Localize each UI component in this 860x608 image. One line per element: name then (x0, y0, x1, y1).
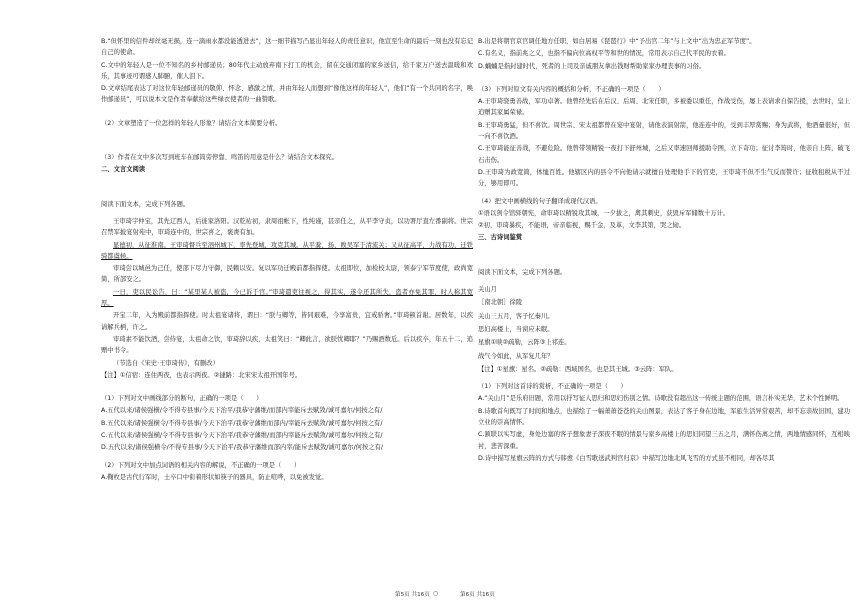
reading-intro: 阅读下面文本，完成下列各题。 (101, 200, 190, 208)
question-3-option-a: A.王审琦骁勇善战，军功卓著。他曾经先后在后汉、后周、北宋任职，多被委以重任，作战受伤，屡上表请求自保告援，去世时，皇上追赠其家属荣禄。 (478, 98, 850, 117)
passage-paragraph-3: 开宝二年，入为殿前都指挥使。时太祖宴诸将，谓曰：“朕与卿等，皆同艰难，今享富贵，宜戒骄奢。”审琦顿首谢。居数年，以疾请解兵柄，许之。 (101, 312, 473, 331)
question-3-option-d: D.王审琦为政宽简，体恤百姓。他辖区内的县令不向他请示就擅自处理他手下的官吏，王审琦不但不生气反而赞许；征收租税从不过分，够用即可。 (478, 168, 850, 188)
right-page-number: 第6页 共16页 (460, 592, 495, 598)
question-1-option-d: D.五代以来/诸侯强横令/不得专县事/今天下治平/我恭守藩维而部内宰/能斥去赋敛/诚可嘉尔/何按之有/ (101, 444, 383, 452)
question-3-summary: （3）下列对原文有关内容的概括和分析，不正确的一项是（ ） (478, 85, 665, 93)
question-4-translate: （4）把文中画横线的句子翻译成现代汉语。 (478, 197, 602, 205)
poem-option-d: D.诗中描写星旗云阵的方式与韩愈《白雪歌送武判官归京》中描写边地北风飞雪的方式虽不相同，却各尽其 (478, 454, 775, 462)
poem-line-3: 星旗①映②疏勒，云阵③上祁连。 (478, 339, 571, 347)
poem-option-b: B.诗歌首句既写了时间和地点，也描绘了一幅萧萧苍苍的关山图景，表达了客子身在边地，军旅生活异常艰苦，却不忘亲故旧国，建功立业的崇高情怀。 (478, 407, 850, 427)
question-2-vocab: （2）下列对文中加点词语的相关内容的解说，不正确的一项是（ ） (101, 461, 301, 469)
poem-title: 关山月 (478, 286, 497, 294)
section-2-heading: 二、文言文阅读 (101, 166, 146, 174)
section-3-heading: 三、古诗词鉴赏 (478, 234, 523, 242)
poem-option-a: A.“关山月”是乐府旧题，常用以抒写征人思归和思妇伤别之情。诗歌没有超出这一传统主题的范围，语言朴实无华，艺术个性鲜明。 (478, 395, 844, 403)
vocab-option-c: C.有名义，指前兆之义，也指不偏向位高权平等和世的情况，常用表示自己代平民的衣着。 (478, 50, 730, 58)
passage-paragraph-1b: 显德初，从征淮南。王审琦督兵至泗州城下，率先登城，攻克其城。从平滁、扬，败吴军于清流关；又从征高平，力战有功，迁铁骑都虞候。 (101, 241, 473, 260)
left-column (101, 36, 473, 484)
passage-paragraph-3b: 审琦素不能饮酒，尝侍宴，太祖命之饮，审琦辞以疾，太祖笑曰：“卿此言，欲朕忧卿耶？”乃赐酒数卮。后以疾卒，年五十二，追赠中书令。 (101, 335, 473, 355)
question-1-option-b: B.五代以来/诸侯强横令/不得专县事/今天下治平/我恭守藩维而部内/宰能斥去赋敛/诚可嘉尔/何按之有/ (101, 419, 383, 427)
poem-question-1: （1）下列对这首诗的赏析，不正确的一项是（ ） (478, 383, 627, 391)
poem-note: 【注】①星旗：星名。②疏勒：西域国名，也是其王城。③云阵：军队。 (478, 365, 678, 373)
passage-paragraph-2: 审琦尝以城邑为己任，使部下尽力守御，民赖以安。复以军功迁殿前都指挥使。太祖即位，加检校太尉，领泰宁军节度使，政尚宽简，所部安之。 (101, 265, 473, 284)
poem-author: ［南北朝］徐陵 (478, 299, 523, 307)
poem-intro: 阅读下面文本，完成下列各题。 (478, 268, 567, 276)
passage-paragraph-2b: 一日，吏以民讼告，曰：“某里某人被盗，今已诉于官。”审琦遣吏往视之，得其实，遂令还其所失，盗者亦免其罪，时人称其宽厚。 (101, 288, 473, 308)
translate-sentence-2: ②初，审琦暴疾，不能语，帝亲临视，赐千金，及革，文李其第，哭之恸。 (478, 222, 686, 230)
option-d: D.文章结尾表达了对这位年轻邮递员的敬仰、怀念、感激之情，并由年轻人而想到“像他这样的年轻人”，他们“有一个共同的名字，唤作邮递员”，可以说本文是作者奉献给这些绿衣使者的一曲赞歌。 (101, 85, 473, 104)
center-mark: ○ (433, 590, 439, 597)
question-1-option-c: C.五代以来/诸侯强横/令不得专县事/今天下治平/我恭守藩维/而部内宰能斥去赋敛/诚可嘉尔/何按之有/ (101, 432, 383, 440)
poem-line-1: 关山三五月，客子忆秦川。 (478, 312, 554, 320)
question-2-option-a: A.鞠枚是古代行军时，士卒口中衔着形状如筷子的器具，防止喧哗，以免被发觉。 (101, 473, 328, 481)
vocab-option-d: D.蝻蝻是指封建时代，死者的上司及亲戚朋友拿出钱财帮助家家办理丧事的习俗。 (478, 62, 706, 70)
passage-paragraph-1: 王审琦字仲宝，其先辽西人，后徙家洛阳。汉乾祐初，隶周祖帐下，性纯谨，甚亲任之，从平李守贞，以功署厅直左番副将。世宗召禁军披宴射苑中，审琦连中的，世宗喜之，褒赉有加。 (101, 217, 473, 237)
translate-sentence-1: ①语以剑令馆驿朝宪，命审琦以精锐攻其城，一夕拔之，禽其刺史，获毁斥军储数十万计。 (478, 209, 730, 217)
question-3: （3）作者在文中多次写到班车在邮筒旁停靠、鸣笛的用意是什么？请结合文本探究。 (101, 154, 338, 162)
vocab-option-b: B.出是将朝官京官调任地方任职，如白居易《琵琶行》中“予出官二年”与上文中“出为忠正军节度”。 (478, 38, 756, 45)
question-3-option-b: B.王审琦勇猛，但不喜饮。周世宗、宋太祖都曾在宴中宴射，请他表演射箭，他连连中的，受到丰厚赏赐；身为武将，他酒量很好，但一向不喜饮酒。 (478, 121, 850, 141)
question-3-option-c: C.王审琦能征善战，不避危险。他曾带领精锐一夜打下舒州城，之后又率速回师援助令图，立下奇功；征讨李筠时，他亲自上阵，破飞石击伤。 (478, 145, 850, 164)
poem-line-4: 战气今如此，从军复几年？ (478, 352, 554, 360)
question-2: （2）文章塑造了一位怎样的年轻人形象？请结合文本简要分析。 (101, 119, 282, 127)
option-c: C.文中的年轻人是一位不知名的乡村邮递员；80年代主动放弃南下打工的机会，留在交通闭塞的家乡送信，给千家万户送去温暖和欢乐，其事迹可谓感人肺腑，催人泪下。 (101, 61, 473, 80)
right-column (478, 36, 850, 465)
poem-option-c: C.颔联以实写虚，身处边塞的客子想象妻子深夜不眠的情景与家乡高楼上的思妇同望三五之月，满怀伤离之情，两地情感同怀，互相映衬，悲苦深重。 (478, 431, 850, 450)
poem-line-2: 思妇高楼上，当窗应未眠。 (478, 325, 554, 333)
passage-source: （节选自《宋史·王审琦传》，有删改） (113, 359, 219, 367)
question-1: （1）下列对文中画线部分的断句，正确的一项是（ ） (101, 395, 263, 403)
passage-note: 【注】①信宿：连住两夜，也表示两夜。②捷路：北宋宋太祖开国年号。 (101, 371, 302, 379)
question-1-option-a: A.五代以来/诸侯强横/令不得专县事/今天下治平/我恭守藩维/而部内宰能斥去赋敛/诚可嘉尔/何按之有/ (101, 407, 383, 415)
left-page-number: 第5页 共16页 (395, 592, 430, 598)
option-b: B.“但怀里的信件却丝毫无损，连一滴雨水都没能透进去”，这一细节描写凸显出年轻人的责任意识，他宣至生命的最后一刻也没有忘记自己的使命。 (101, 38, 473, 57)
